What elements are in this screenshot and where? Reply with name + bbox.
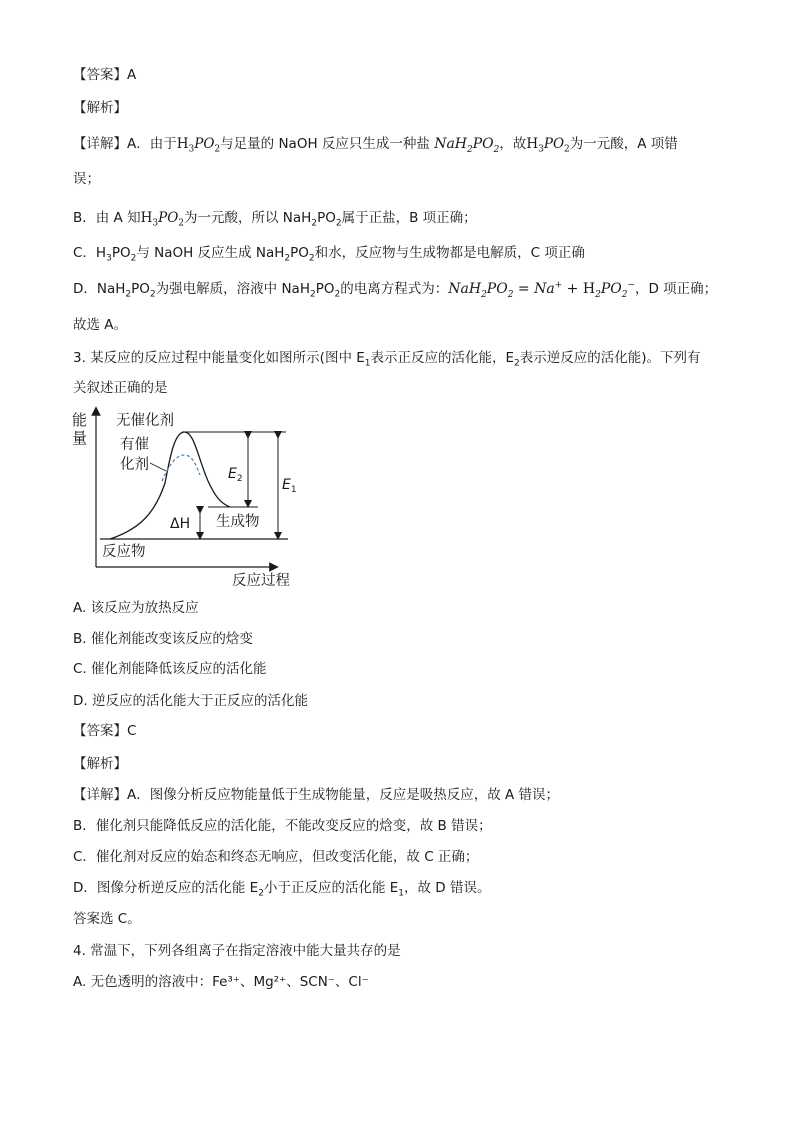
q2-detail-wrap: 误；	[73, 171, 100, 187]
q4-option-a: A. 无色透明的溶液中：Fe³⁺、Mg²⁺、SCN⁻、Cl⁻	[73, 974, 369, 990]
formula-h3po2: $H_3PO_2$	[526, 136, 570, 155]
e2-label: $E_2$	[228, 466, 243, 484]
q2-b-post2: PO	[317, 210, 336, 226]
q3-detail-d1: D．图像分析逆反应的活化能 E	[73, 880, 259, 896]
q2-c-d: PO	[290, 245, 309, 261]
q3-stem: 3. 某反应的反应过程中能量变化如图所示(图中 $E_1$表示正反应的活化能，$E_2$表示逆反应的活化能)。下列有	[73, 350, 701, 369]
reactant-label: 反应物	[102, 544, 146, 560]
energy-diagram	[70, 403, 310, 593]
q2-option-b: B．由 A 知$H_3PO_2$为一元酸，所以 $NaH_2PO_2$属于正盐，B 项正确；	[73, 210, 477, 229]
q2-c-e: 和水，反应物与生成物都是电解质，C 项正确	[314, 245, 585, 261]
q3-option-b: B. 催化剂能改变该反应的焓变	[73, 631, 253, 647]
q3-answer: 【答案】C	[73, 723, 137, 739]
q3-option-d: D. 逆反应的活化能大于正反应的活化能	[73, 693, 308, 709]
q2-c-a: C．H	[73, 245, 107, 261]
q2-detail-s3: 为一元酸，A 项错	[569, 136, 678, 152]
e1-label: $E_1$	[282, 477, 297, 495]
q2-analysis-heading: 【解析】	[73, 100, 127, 116]
q3-stem-b: 表示正反应的活化能，E	[370, 350, 515, 366]
q3-conclusion: 答案选 C。	[73, 911, 141, 927]
q4-stem: 4. 常温下，下列各组离子在指定溶液中能大量共存的是	[73, 943, 401, 959]
q2-option-c: C．$H_3PO_2$与 NaOH 反应生成 $NaH_2PO_2$和水，反应物与生成物都是电解质，C 项正确	[73, 245, 585, 264]
dh-label: ΔH	[170, 516, 191, 532]
q2-d-pre4: PO	[315, 281, 335, 297]
with-catalyst-label-2: 化剂	[120, 457, 149, 473]
q3-detail-d2: 小于正反应的活化能 E	[263, 880, 399, 896]
q2-detail-s1: 与足量的 NaOH 反应只生成一种盐	[220, 136, 435, 152]
x-axis-label: 反应过程	[232, 573, 290, 589]
q2-b-pre: B．由 A 知	[73, 210, 141, 226]
q3-stem-c: 表示逆反应的活化能)。下列有	[519, 350, 701, 366]
q2-conclusion: 故选 A。	[73, 317, 128, 333]
q3-analysis-heading: 【解析】	[73, 756, 127, 772]
q2-b-post: 为一元酸，所以 NaH	[184, 210, 312, 226]
q3-detail-d3: ，故 D 错误。	[404, 880, 491, 896]
q3-detail-c: C．催化剂对反应的始态和终态无响应，但改变活化能，故 C 正确；	[73, 849, 479, 865]
ionization-equation: $NaH_2PO_2 = Na^+ + H_2PO_2^-$	[448, 280, 635, 300]
q2-d-post: ，D 项正确；	[635, 281, 718, 297]
q3-stem-wrap: 关叙述正确的是	[73, 380, 168, 396]
q3-detail-b: B．催化剂只能降低反应的活化能，不能改变反应的焓变，故 B 错误；	[73, 818, 492, 834]
product-label: 生成物	[216, 514, 260, 530]
q2-detail-head: 【详解】A．由于	[73, 136, 177, 152]
q2-detail-line1	[73, 135, 678, 153]
q2-d-pre5: 的电离方程式为：	[340, 281, 449, 297]
y-axis-label-1: 能	[72, 411, 88, 429]
formula-h3po2: $H_3PO_2$	[140, 210, 184, 229]
catalyst-pointer	[150, 463, 166, 471]
q2-d-pre: D．NaH	[73, 281, 126, 297]
no-catalyst-label: 无催化剂	[116, 413, 174, 429]
q2-b-post3: 属于正盐，B 项正确；	[341, 210, 477, 226]
q3-stem-a: 3. 某反应的反应过程中能量变化如图所示(图中 E	[73, 350, 365, 366]
q2-answer: 【答案】A	[73, 67, 137, 83]
q3-detail-d: D．图像分析逆反应的活化能 $E_2$小于正反应的活化能 $E_1$，故 D 错误。	[73, 880, 491, 899]
q2-d-pre2: PO	[131, 281, 150, 297]
formula-h3po2: $H_3PO_2$	[176, 136, 221, 155]
formula-nah2po2: $NaH_2PO_2$	[434, 136, 500, 155]
q3-option-a: A. 该反应为放热反应	[73, 600, 199, 616]
q2-detail-s2: ，故	[499, 136, 527, 152]
q2-c-b: PO	[111, 245, 131, 261]
q2-c-c: 与 NaOH 反应生成 NaH	[136, 245, 285, 261]
with-catalyst-label-1: 有催	[120, 437, 149, 453]
y-axis-label-2: 量	[72, 429, 88, 447]
q2-d-pre3: 为强电解质，溶液中 NaH	[155, 281, 310, 297]
q3-option-c: C. 催化剂能降低该反应的活化能	[73, 661, 267, 677]
q3-detail-a: 【详解】A．图像分析反应物能量低于生成物能量，反应是吸热反应，故 A 错误；	[73, 787, 560, 803]
q2-option-d: D．$NaH_2PO_2$为强电解质，溶液中 $NaH_2PO_2$的电离方程式为：$NaH_2PO_2 = Na^+ + H_2PO_2^-$，D 项正确；	[73, 280, 718, 300]
